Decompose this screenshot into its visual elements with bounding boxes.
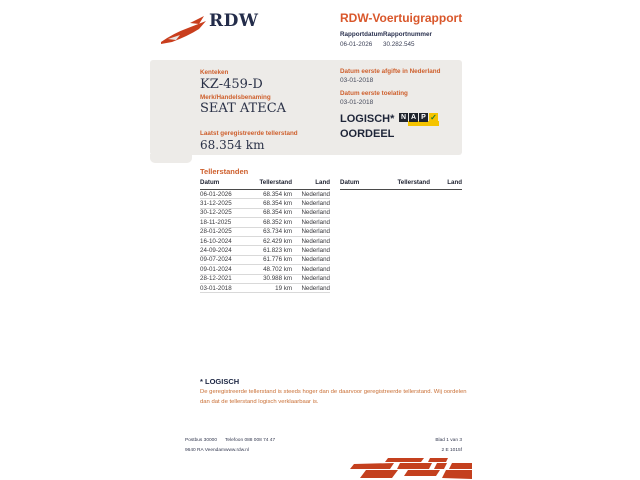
col2-header-datum: Datum	[340, 179, 360, 186]
report-number-label: Rapportnummer	[383, 31, 432, 38]
table2-header	[340, 179, 462, 190]
row-datum: 28-01-2025	[200, 228, 232, 236]
row-tellerstand: 68.354 km	[263, 200, 292, 208]
col2-header-tellerstand: Tellerstand	[397, 179, 430, 186]
table-header	[200, 179, 330, 190]
footer-address-line2: 9640 RA Veendam	[185, 447, 226, 453]
oordeel-line1: LOGISCH*	[340, 113, 395, 125]
table-body	[200, 190, 330, 293]
col-header-tellerstand: Tellerstand	[259, 179, 292, 186]
col-header-land: Land	[315, 179, 330, 186]
footer-phone: Telefoon 088 008 74 47	[225, 438, 276, 443]
rdw-bird-logo-icon	[160, 15, 208, 45]
table-row	[200, 199, 330, 208]
row-land: Nederland	[301, 190, 330, 198]
eerste-toelating-label: Datum eerste toelating	[340, 90, 408, 97]
row-tellerstand: 68.352 km	[263, 218, 292, 226]
report-title: RDW-Voertuigrapport	[340, 11, 463, 25]
report-page	[148, 0, 472, 480]
tellerstand-label: Laatst geregistreerde tellerstand	[200, 130, 298, 137]
row-datum: 28-12-2021	[200, 275, 232, 283]
row-tellerstand: 63.734 km	[263, 228, 292, 236]
row-land: Nederland	[301, 265, 330, 273]
row-land: Nederland	[301, 228, 330, 236]
eerste-afgifte-value: 03-01-2018	[340, 77, 374, 84]
logisch-footnote-title: * LOGISCH	[200, 377, 240, 386]
row-tellerstand: 19 km	[275, 284, 292, 292]
rdw-wordmark: RDW	[209, 11, 259, 31]
footer-contact	[225, 436, 275, 455]
row-datum: 09-01-2024	[200, 265, 232, 273]
row-land: Nederland	[301, 256, 330, 264]
kenteken-label: Kenteken	[200, 69, 229, 76]
eerste-afgifte-label: Datum eerste afgifte in Nederland	[340, 68, 441, 75]
table-row	[200, 237, 330, 246]
nap-letter-a: A	[410, 114, 417, 121]
logisch-footnote-text: De geregistreerde tellerstand is steeds hoger dan de daarvoor geregistreerde tellerstand. Wij oordelen dan dat de tellerstand logisch verklaarbaar is.	[200, 389, 467, 405]
merk-value: SEAT ATECA	[200, 101, 287, 116]
report-meta	[340, 31, 442, 48]
row-datum: 24-09-2024	[200, 247, 232, 255]
oordeel-verdict	[340, 112, 394, 142]
eerste-toelating-value: 03-01-2018	[340, 99, 374, 106]
row-tellerstand: 68.354 km	[263, 209, 292, 217]
vehicle-summary-panel-tab	[150, 154, 192, 163]
merk-label: Merk/Handelsbenaming	[200, 94, 271, 101]
row-tellerstand: 61.776 km	[263, 256, 292, 264]
footer-website-link[interactable]: www.rdw.nl	[225, 447, 249, 453]
row-tellerstand: 62.429 km	[263, 237, 292, 245]
kenteken-value: KZ-459-D	[200, 77, 263, 92]
row-land: Nederland	[301, 200, 330, 208]
table-row	[200, 265, 330, 274]
nap-checkmark-icon: ✓	[430, 113, 437, 122]
footer-doc-code: 2 E 1015f	[441, 447, 462, 453]
table-row	[200, 209, 330, 218]
report-date-label: Rapportdatum	[340, 31, 384, 38]
col-header-datum: Datum	[200, 179, 220, 186]
tellerstanden-heading: Tellerstanden	[200, 167, 249, 176]
row-land: Nederland	[301, 218, 330, 226]
row-tellerstand: 61.823 km	[263, 247, 292, 255]
row-land: Nederland	[301, 284, 330, 292]
report-date-value: 06-01-2026	[340, 41, 373, 48]
table-row	[200, 246, 330, 255]
tellerstanden-table	[200, 179, 330, 293]
tellerstand-value: 68.354 km	[200, 138, 265, 152]
row-tellerstand: 68.354 km	[263, 190, 292, 198]
footer-address-line1: Postbus 30000	[185, 438, 218, 443]
row-land: Nederland	[301, 275, 330, 283]
row-land: Nederland	[301, 247, 330, 255]
nap-letter-n: N	[400, 114, 407, 121]
row-datum: 18-11-2025	[200, 218, 232, 226]
row-datum: 03-01-2018	[200, 284, 232, 292]
footer-address	[185, 436, 225, 455]
row-datum: 16-10-2024	[200, 237, 232, 245]
table-row	[200, 275, 330, 284]
report-date-block	[340, 31, 383, 48]
table-row	[200, 190, 330, 199]
row-datum: 31-12-2025	[200, 200, 232, 208]
col2-header-land: Land	[447, 179, 462, 186]
row-tellerstand: 48.702 km	[263, 265, 292, 273]
row-datum: 06-01-2026	[200, 190, 232, 198]
report-number-block	[383, 31, 432, 48]
table-row	[200, 218, 330, 227]
nap-logo	[399, 113, 441, 128]
footer-page-indicator: Blad 1 van 3	[435, 438, 462, 443]
row-datum: 09-07-2024	[200, 256, 232, 264]
oordeel-line2: OORDEEL	[340, 128, 395, 140]
tellerstanden-table-2	[340, 179, 462, 190]
row-land: Nederland	[301, 237, 330, 245]
report-number-value: 30.282.545	[383, 41, 415, 48]
row-datum: 30-12-2025	[200, 209, 232, 217]
table-row	[200, 228, 330, 237]
nap-letter-p: P	[419, 113, 428, 122]
table-row	[200, 256, 330, 265]
row-tellerstand: 30.988 km	[263, 275, 292, 283]
table-row	[200, 284, 330, 293]
row-land: Nederland	[301, 209, 330, 217]
rdw-stripes-decoration	[336, 452, 472, 479]
